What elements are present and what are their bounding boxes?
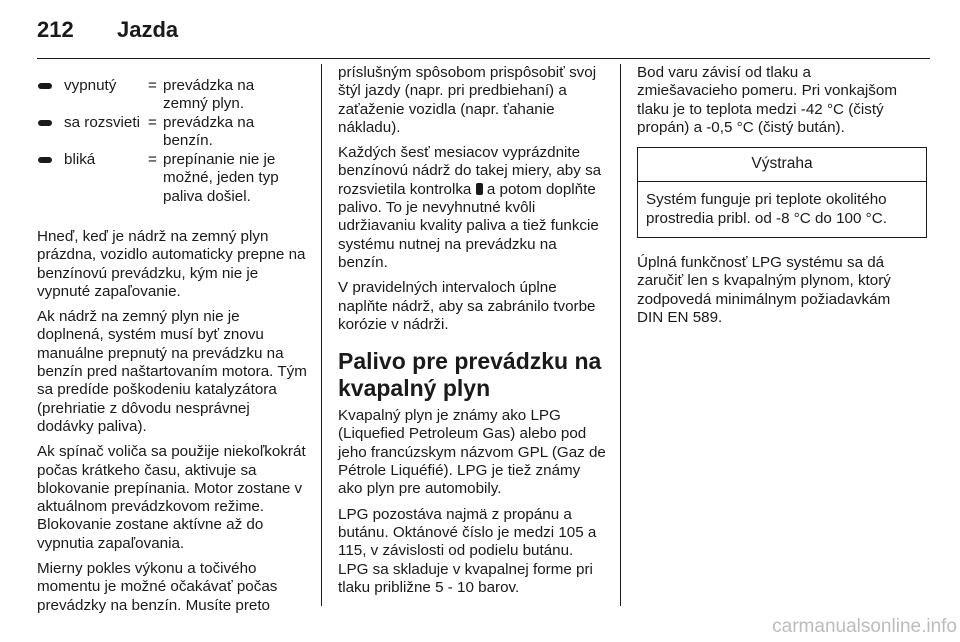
watermark: carmanualsonline.info — [772, 616, 957, 637]
column-3 — [637, 64, 907, 334]
paragraph — [338, 144, 606, 272]
header-rule — [37, 58, 930, 59]
warning-text: Systém funguje pri teplote okolitého prostredia pribl. od -8 °C do 100 °C. — [646, 191, 887, 227]
column-2 — [338, 64, 606, 604]
paragraph: Mierny pokles výkonu a točivého momentu je možné očakávať počas prevádzky na benzín. Musíte preto — [37, 560, 278, 614]
definition-term: sa rozsvieti — [64, 114, 140, 131]
indicator-lamp-icon — [38, 83, 52, 89]
indicator-lamp-icon — [38, 157, 52, 163]
column-1 — [37, 64, 307, 622]
definition-equals: = — [148, 151, 157, 168]
paragraph-text: a potom doplňte palivo. To je nevyhnutné kvôli udržiavaniu kvality paliva a tiež funkcie systému nutnej na prevádzku na benzín. — [338, 180, 599, 271]
column-divider-right — [620, 64, 621, 606]
paragraph-text: Každých šesť mesiacov vyprázdnite benzínovú nádrž do takej miery, aby sa rozsvietila kontrolka — [338, 144, 602, 198]
warning-box — [637, 147, 927, 238]
section-title: Jazda — [117, 17, 179, 42]
column-divider-left — [321, 64, 322, 606]
definition-description: prevádzka na zemný plyn. — [163, 77, 255, 113]
definition-term: vypnutý — [64, 77, 117, 94]
definition-row-off — [37, 77, 307, 114]
indicator-lamp-icon — [38, 120, 52, 126]
definition-equals: = — [148, 114, 157, 131]
definition-description: prevádzka na benzín. — [163, 114, 255, 150]
section-heading: Palivo pre prevádzku na kvapalný plyn — [338, 348, 602, 402]
warning-title: Výstraha — [638, 148, 926, 182]
fuel-warning-icon — [476, 183, 483, 195]
paragraph: V pravidelných intervaloch úplne naplňte nádrž, aby sa zabránilo tvorbe korózie v nádrži. — [338, 279, 596, 333]
definition-row-lit — [37, 114, 307, 151]
definition-term: bliká — [64, 151, 96, 168]
paragraph: LPG pozostáva najmä z propánu a butánu. Oktánové číslo je medzi 105 a 115, v závislosti od podielu butánu. LPG sa skladuje v kvapalnej forme pri tlaku približne 5 - 10 barov. — [338, 505, 597, 596]
paragraph: príslušným spôsobom prispôsobiť svoj štýl jazdy (napr. pri predbiehaní) a zaťaženie vozidla (napr. ťahanie nákladu). — [338, 64, 597, 136]
paragraph: Úplná funkčnosť LPG systému sa dá zaručiť len s kvapalným plynom, ktorý zodpovedá minimálnym požiadavkám DIN EN 589. — [637, 254, 891, 326]
definition-row-flashing — [37, 151, 307, 207]
paragraph: Kvapalný plyn je známy ako LPG (Liquefied Petroleum Gas) alebo pod jeho francúzskym názvom GPL (Gaz de Pétrole Liquéfié). LPG je tiež známy ako plyn pre automobily. — [338, 407, 606, 498]
paragraph: Bod varu závisí od tlaku a zmiešavacieho pomeru. Pri vonkajšom tlaku je to teplota medzi -42 °C (čistý propán) a -0,5 °C (čistý bután). — [637, 64, 897, 136]
definition-equals: = — [148, 77, 157, 94]
paragraph: Hneď, keď je nádrž na zemný plyn prázdna, vozidlo automaticky prepne na benzínovú prevádzku, kým nie je vypnuté zapaľovanie. — [37, 228, 306, 300]
paragraph: Ak spínač voliča sa použije niekoľkokrát počas krátkeho času, aktivuje sa blokovanie prepínania. Motor zostane v aktuálnom prevádzkovom režime. Blokovanie zostane aktívne až do vypnutia zapaľovania. — [37, 443, 306, 552]
paragraph: Ak nádrž na zemný plyn nie je doplnená, systém musí byť znovu manuálne prepnutý na prevádzku na benzín pred naštartovaním motora. Tým sa predíde poškodeniu katalyzátora (prehriatie z dôvodu nesprávnej dodávky paliva). — [37, 308, 307, 435]
page-number: 212 — [37, 17, 74, 42]
definition-description: prepínanie nie je možné, jeden typ paliva došiel. — [163, 151, 279, 205]
